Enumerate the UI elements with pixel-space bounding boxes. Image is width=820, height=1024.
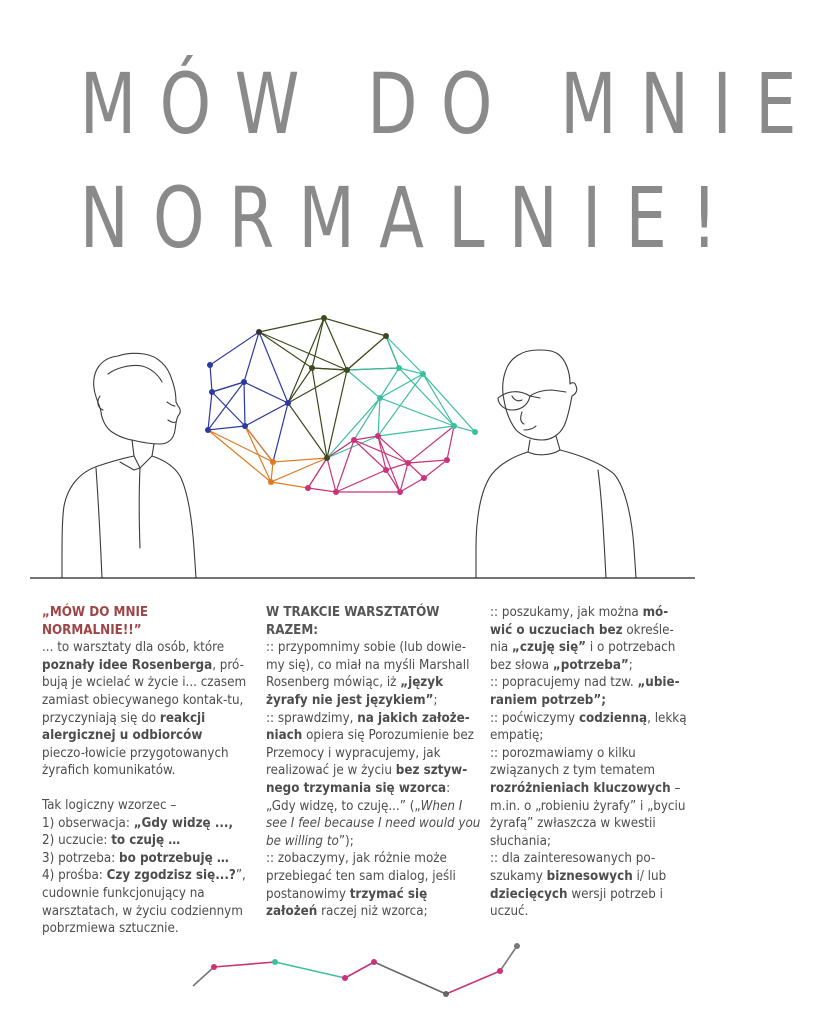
pattern-step: [42, 850, 247, 868]
italic-text: When I see I feel because I need would you be willing to: [266, 798, 481, 849]
bold-text: dziecięcych: [490, 886, 568, 902]
bold-text: „ubie-raniem potrzeb”;: [490, 675, 680, 708]
text-run: ;: [433, 692, 438, 708]
pattern-step: [42, 867, 247, 885]
text-run: :: sprawdzimy,: [266, 710, 358, 726]
text-run: :: poćwiczymy: [490, 710, 579, 726]
text-run: :: dla zainteresowanych po-szukamy: [490, 851, 656, 884]
list-item: [490, 674, 690, 709]
text-run: określe-nia: [490, 622, 674, 656]
pattern-outro: cudownie funkcjonujący na warsztatach, w życiu codziennym pobrzmiewa sztucznie.: [42, 885, 243, 937]
text-run: i/ lub: [632, 868, 667, 884]
text-run: ;: [628, 657, 633, 673]
bold-text: poznały idee Rosenberga: [42, 657, 213, 673]
column-middle-heading: W TRAKCIE WARSZTATÓW RAZEM:: [266, 605, 440, 638]
step-label: 1) obserwacja:: [42, 815, 134, 831]
pattern-intro: Tak logiczny wzorzec –: [42, 797, 177, 813]
text-run: wersji potrzeb i uczuć.: [490, 886, 663, 920]
bold-text: trzymać się założeń: [266, 886, 428, 920]
bold-text: „czuję się”: [512, 640, 587, 656]
step-label: 3) potrzeba:: [42, 850, 119, 866]
title-line-1: MÓW DO MNIE: [79, 55, 820, 153]
bold-text: „język żyrafy nie jest językiem”: [266, 675, 444, 708]
list-item: [490, 745, 690, 851]
list-item: [490, 710, 690, 745]
bold-text: codzienną: [578, 710, 648, 726]
bold-text: na jakich założe-niach: [266, 710, 470, 744]
text-run: :: porozmawiamy o kilku związanych z tym tematem: [490, 745, 655, 779]
text-run: – m.in. o „robieniu żyrafy” i „byciu żyrafą” zwłaszcza w kwestii słuchania;: [490, 780, 686, 849]
bold-text: biznesowych: [546, 868, 633, 884]
text-run: pieczo-łowicie przygotowanych żyrafich komunikatów.: [42, 745, 229, 779]
pattern-step: [42, 815, 247, 833]
column-left-intro: [42, 639, 247, 780]
column-left: [42, 604, 247, 938]
step-phrase: „Gdy widzę ...,: [133, 815, 234, 831]
bold-text: mó-wić o uczuciach bez: [490, 605, 669, 638]
step-phrase: Czy zgodzisz się...?: [106, 868, 236, 884]
list-item: [266, 639, 481, 709]
network-graph: [205, 315, 478, 495]
text-run: :: przypomnimy sobie (lub dowie-my się), co miał na myśli Marshall Rosenberg mówiąc, iż: [266, 640, 470, 691]
pattern-steps: [42, 815, 247, 885]
text-run: , pró-bują je wcielać w życie i... czasem zamiast obiecywanego kontak-tu, przyczyniają się do: [42, 657, 247, 726]
bold-text: „potrzeba”: [552, 657, 629, 673]
text-run: opiera się Porozumienie bez Przemocy i wypracujemy, jak realizować je w życiu: [266, 728, 474, 779]
step-label: 2) uczucie:: [42, 833, 112, 849]
illustration: [0, 300, 725, 590]
step-phrase: to czuję …: [111, 833, 181, 849]
list-item: [266, 850, 481, 920]
bold-text: bez sztyw-nego trzymania się wzorca: [266, 763, 468, 796]
text-run: , lekką empatię;: [490, 710, 687, 744]
text-run: raczej niż wzorca;: [317, 904, 428, 920]
list-item: [490, 604, 690, 674]
text-run: ”);: [338, 833, 354, 849]
woman-figure: [62, 353, 196, 578]
text-run: :: popracujemy nad tzw.: [490, 675, 638, 691]
column-left-heading: „MÓW DO MNIE NORMALNIE!!”: [42, 605, 149, 638]
bold-text: reakcji alergicznej u odbiorców: [42, 710, 206, 744]
step-phrase: bo potrzebuję …: [119, 850, 229, 866]
step-label: 4) prośba:: [42, 868, 107, 884]
list-item: [490, 850, 690, 920]
list-item: [266, 710, 481, 851]
text-run: : „Gdy widzę, to czuję...” („: [266, 780, 451, 814]
bold-text: rozróżnieniach kluczowych: [490, 780, 671, 796]
decorative-line: [0, 930, 725, 1010]
text-run: :: zobaczymy, jak różnie może przebiegać ten sam dialog, jeśli postanowimy: [266, 851, 456, 902]
step-suffix: ”,: [235, 868, 246, 884]
column-right: [490, 604, 690, 921]
text-run: i o potrzebach bez słowa: [490, 640, 676, 673]
column-middle: [266, 604, 481, 921]
text-run: :: poszukamy, jak można: [490, 605, 643, 620]
text-run: ... to warsztaty dla osób, które: [42, 640, 225, 656]
title-line-2: NORMALNIE!: [79, 169, 742, 267]
man-figure: [476, 350, 636, 578]
pattern-step: [42, 832, 247, 850]
